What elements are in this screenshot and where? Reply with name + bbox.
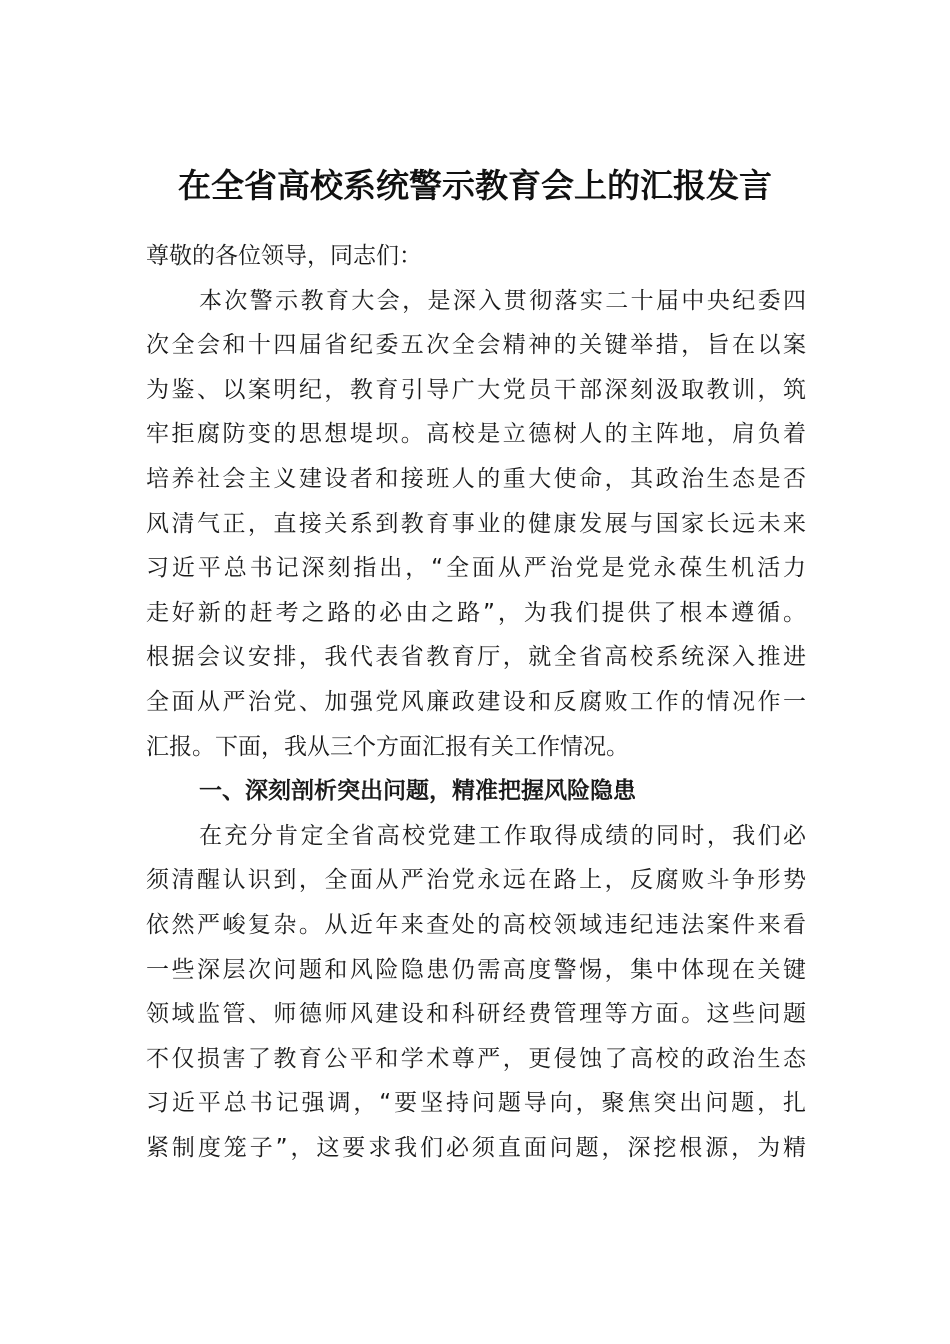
body-line: 汇报。下面，我从三个方面汇报有关工作情况。 <box>146 733 629 760</box>
body-line: 本次警示教育大会，是深入贯彻落实二十届中央纪委四 <box>199 287 806 314</box>
body-line: 领域监管、师德师风建设和科研经费管理等方面。这些问题 <box>146 1001 806 1028</box>
section-heading: 一、深刻剖析突出问题，精准把握风险隐患 <box>199 778 636 805</box>
body-line: 一些深层次问题和风险隐患仍需高度警惕，集中体现在关键 <box>146 956 806 983</box>
body-line: 全面从严治党、加强党风廉政建设和反腐败工作的情况作一 <box>146 688 806 715</box>
body-line: 培养社会主义建设者和接班人的重大使命，其政治生态是否 <box>146 465 806 492</box>
body-line: 紧制度笼子”，这要求我们必须直面问题，深挖根源，为精 <box>146 1134 806 1161</box>
body-line: 习近平总书记深刻指出，“全面从严治党是党永葆生机活力 <box>146 555 806 582</box>
body-line: 依然严峻复杂。从近年来查处的高校领域违纪违法案件来看 <box>146 911 806 938</box>
body-line: 为鉴、以案明纪，教育引导广大党员干部深刻汲取教训，筑 <box>146 376 806 403</box>
body-line: 尊敬的各位领导，同志们： <box>146 243 422 269</box>
body-line: 习近平总书记强调，“要坚持问题导向，聚焦突出问题，扎 <box>146 1090 806 1117</box>
body-line: 根据会议安排，我代表省教育厅，就全省高校系统深入推进 <box>146 644 806 671</box>
body-line: 在充分肯定全省高校党建工作取得成绩的同时，我们必 <box>199 822 806 849</box>
body-line: 次全会和十四届省纪委五次全会精神的关键举措，旨在以案 <box>146 332 806 359</box>
body-line: 不仅损害了教育公平和学术尊严，更侵蚀了高校的政治生态 <box>146 1045 806 1072</box>
body-line: 风清气正，直接关系到教育事业的健康发展与国家长远未来 <box>146 510 806 537</box>
body-line: 走好新的赶考之路的必由之路”，为我们提供了根本遵循。 <box>146 599 806 626</box>
body-line: 须清醒认识到，全面从严治党永远在路上，反腐败斗争形势 <box>146 867 806 894</box>
body-line: 牢拒腐防变的思想堤坝。高校是立德树人的主阵地，肩负着 <box>146 421 806 448</box>
document-title: 在全省高校系统警示教育会上的汇报发言 <box>178 166 772 205</box>
document-body <box>146 234 806 1170</box>
